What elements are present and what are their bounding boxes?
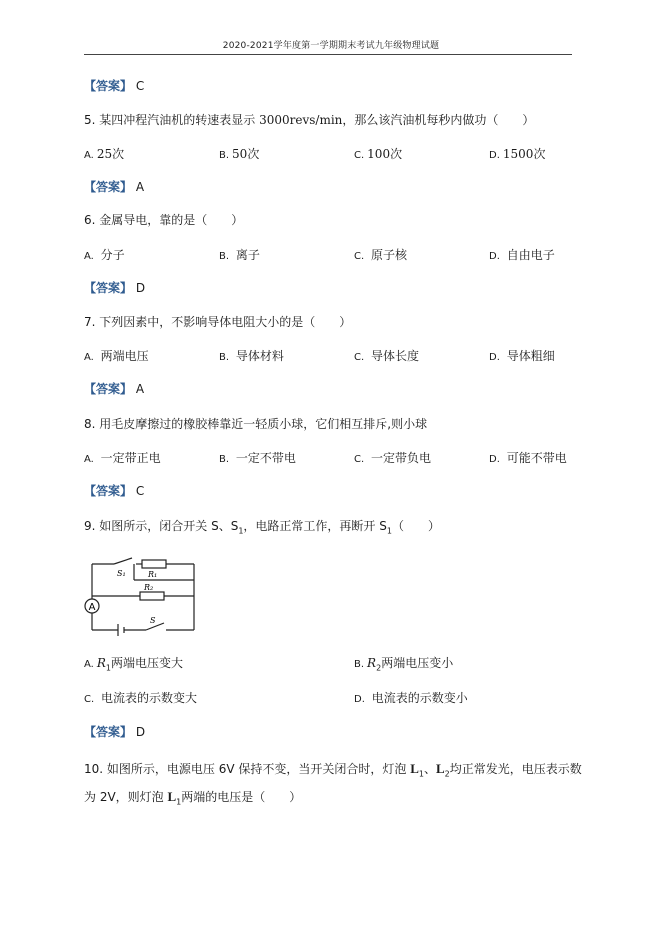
option-label: C.: [354, 352, 365, 363]
q10-lamp-l1-2-subscript: 1: [176, 797, 182, 807]
q9-stem-text-2: ，电路正常工作，再断开 S: [243, 519, 387, 533]
q5-stem-text: 5. 某四冲程汽油机的转速表显示: [84, 113, 260, 127]
option-text: 电流表的示数变小: [371, 691, 468, 705]
question-9-stem: [84, 518, 440, 539]
q10-text-2-end: 两端的电压是（ ）: [181, 790, 302, 804]
option-label: B.: [354, 659, 365, 670]
answer-q4: [84, 78, 144, 94]
option-unit: 次: [247, 147, 260, 161]
question-6-stem: 6. 金属导电，靠的是（ ）: [84, 213, 244, 227]
answer-tag: 【答案】: [84, 484, 133, 498]
ammeter-label: A: [88, 602, 96, 613]
q7-option-a: [84, 348, 149, 366]
option-label: C.: [84, 694, 95, 705]
answer-value: A: [135, 180, 145, 194]
option-text: 导体材料: [235, 349, 284, 363]
q10-separator: 、: [423, 762, 436, 776]
q9-stem-subscript: 1: [238, 526, 244, 536]
option-text: 导体长度: [371, 349, 420, 363]
option-label: D.: [489, 251, 500, 262]
circuit-diagram: [84, 550, 200, 638]
option-text: 两端电压: [100, 349, 149, 363]
question-10-line-1: [84, 761, 582, 782]
option-label: C.: [354, 454, 365, 465]
q8-option-c: [354, 450, 431, 468]
question-5-stem: [84, 112, 534, 128]
answer-value: C: [135, 79, 145, 93]
resistor-r2-label: R₂: [144, 583, 154, 592]
option-label: A.: [84, 251, 94, 262]
answer-tag: 【答案】: [84, 79, 133, 93]
question-8-stem: 8. 用毛皮摩擦过的橡胶棒靠近一轻质小球，它们相互排斥,则小球: [84, 417, 428, 431]
q7-option-c: [354, 348, 419, 366]
q10-text: 10. 如图所示，电源电压 6V 保持不变，当开关闭合时，灯泡: [84, 762, 411, 776]
answer-tag: 【答案】: [84, 725, 133, 739]
answer-value: C: [135, 484, 145, 498]
q10-lamp-l1: L: [410, 761, 419, 776]
option-text: 一定带正电: [100, 451, 161, 465]
option-text: 自由电子: [506, 248, 555, 262]
answer-q7: [84, 381, 144, 397]
q5-option-b: [219, 146, 259, 164]
q6-option-d: [489, 247, 555, 265]
option-label: A.: [84, 352, 94, 363]
option-label: C.: [354, 150, 365, 161]
q5-option-a: [84, 146, 124, 164]
question-10-line-2: [84, 789, 301, 810]
answer-value: D: [135, 725, 146, 739]
q6-option-a: [84, 247, 125, 265]
q9-option-b: [354, 655, 453, 676]
option-text: 导体粗细: [506, 349, 555, 363]
option-text: 离子: [235, 248, 260, 262]
answer-value: A: [135, 382, 145, 396]
option-label: B.: [219, 352, 230, 363]
option-text: 分子: [100, 248, 125, 262]
answer-tag: 【答案】: [84, 180, 133, 194]
q7-option-b: [219, 348, 284, 366]
option-label: D.: [489, 150, 500, 161]
q9-stem-subscript-2: 1: [386, 526, 392, 536]
q10-lamp-l1-subscript: 1: [418, 769, 424, 779]
option-text: 两端电压变小: [381, 656, 454, 670]
q9-stem-text: 9. 如图所示，闭合开关 S、S: [84, 519, 239, 533]
option-label: D.: [489, 352, 500, 363]
option-label: C.: [354, 251, 365, 262]
option-label: D.: [489, 454, 500, 465]
answer-value: D: [135, 281, 146, 295]
option-text: 一定不带电: [235, 451, 296, 465]
q10-lamp-l2: L: [435, 761, 445, 776]
option-text: 两端电压变大: [110, 656, 183, 670]
answer-tag: 【答案】: [84, 281, 133, 295]
q6-option-c: [354, 247, 407, 265]
q8-option-b: [219, 450, 296, 468]
header-divider: [84, 54, 572, 55]
q5-stem-value: 3000revs/min: [259, 113, 343, 127]
option-symbol: R: [367, 656, 377, 670]
q9-option-a: [84, 655, 183, 676]
option-symbol: R: [96, 656, 106, 670]
question-7-stem: 7. 下列因素中，不影响导体电阻大小的是（ ）: [84, 315, 352, 329]
answer-q6: [84, 280, 145, 296]
q8-option-a: [84, 450, 161, 468]
switch-s-label: S: [150, 616, 156, 625]
option-label: A.: [84, 454, 94, 465]
option-label: B.: [219, 150, 230, 161]
option-value: 25: [96, 147, 113, 161]
option-value: 50: [232, 147, 248, 161]
q7-option-d: [489, 348, 555, 366]
option-unit: 次: [390, 147, 403, 161]
option-label: D.: [354, 694, 365, 705]
q10-text-2: 为 2V，则灯泡: [84, 790, 168, 804]
option-label: A.: [84, 150, 94, 161]
option-value: 100: [367, 147, 391, 161]
option-unit: 次: [533, 147, 546, 161]
option-text: 一定带负电: [371, 451, 432, 465]
option-text: 电流表的示数变大: [101, 691, 198, 705]
q6-option-b: [219, 247, 260, 265]
resistor-r1-label: R₁: [148, 570, 158, 579]
q5-option-d: [489, 146, 545, 164]
option-label: A.: [84, 659, 94, 670]
answer-q9: [84, 724, 145, 740]
option-label: B.: [219, 251, 230, 262]
option-label: B.: [219, 454, 230, 465]
q5-option-c: [354, 146, 402, 164]
option-subscript: 2: [376, 663, 382, 673]
switch-s1-label: S₁: [117, 569, 126, 578]
option-text: 原子核: [371, 248, 408, 262]
answer-q8: [84, 483, 144, 499]
q10-lamp-l2-subscript: 2: [444, 769, 450, 779]
q10-lamp-l1-2: L: [167, 789, 177, 804]
q9-option-c: [84, 690, 197, 708]
option-value: 1500: [502, 147, 534, 161]
option-text: 可能不带电: [506, 451, 567, 465]
answer-tag: 【答案】: [84, 382, 133, 396]
q9-option-d: [354, 690, 468, 708]
answer-q5: [84, 179, 144, 195]
page-header: 2020-2021学年度第一学期期末考试九年级物理试题: [222, 41, 440, 51]
q8-option-d: [489, 450, 567, 468]
q9-stem-text-3: （ ）: [391, 519, 440, 533]
option-unit: 次: [112, 147, 125, 161]
option-subscript: 1: [105, 663, 111, 673]
q5-stem-text-end: ，那么该汽油机每秒内做功（ ）: [342, 113, 535, 127]
q10-text-end: 均正常发光，电压表示数: [449, 762, 582, 776]
